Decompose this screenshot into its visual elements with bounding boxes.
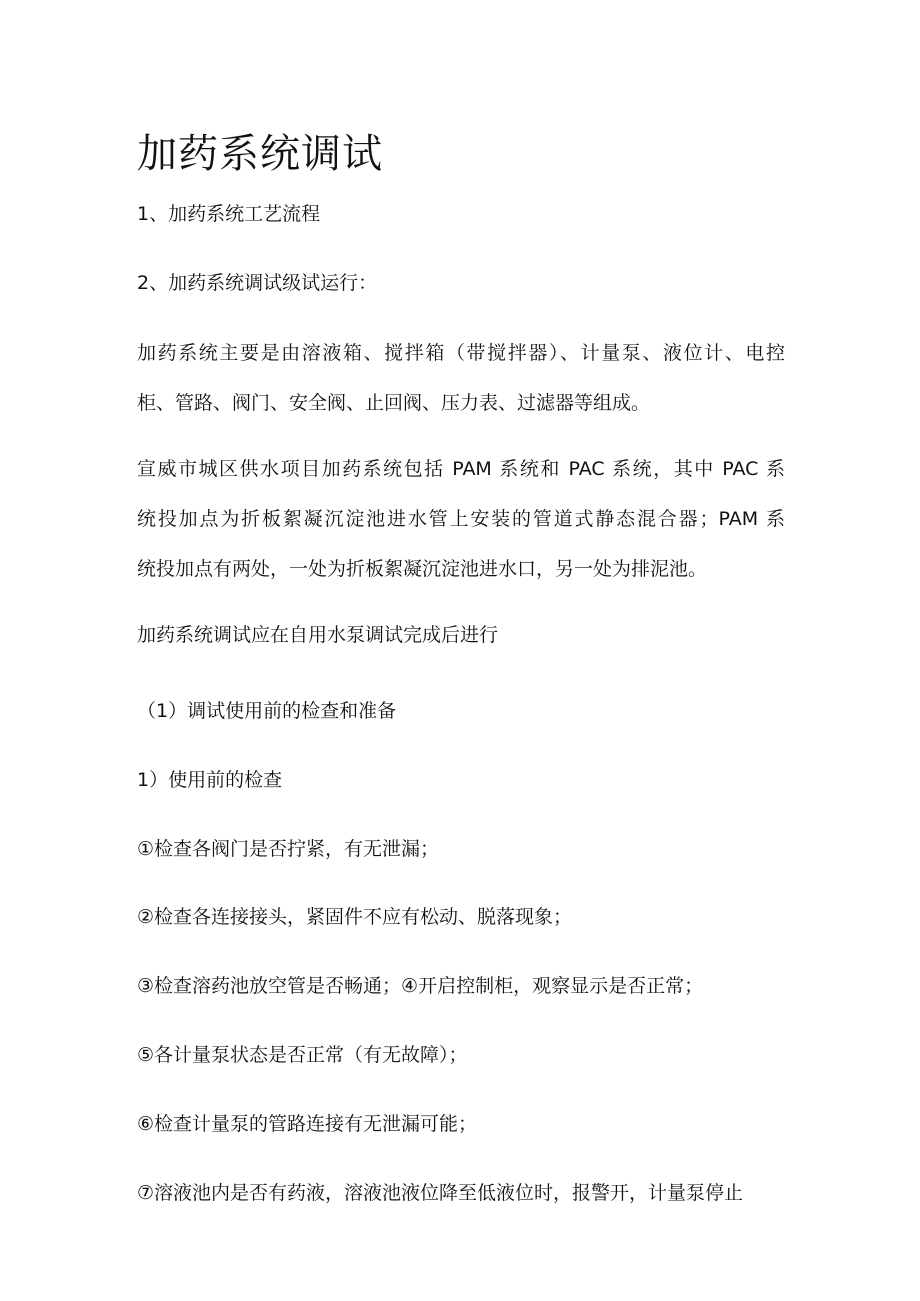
paragraph-precondition: 加药系统调试应在自用水泵调试完成后进行 — [137, 624, 499, 646]
check-item: ①检查各阀门是否拧紧，有无泄漏； — [137, 838, 440, 860]
check-item: ⑥检查计量泵的管路连接有无泄漏可能； — [137, 1113, 478, 1135]
check-item: ③检查溶药池放空管是否畅通；④开启控制柜，观察显示是否正常； — [137, 975, 704, 997]
paragraph-composition — [137, 338, 785, 418]
paragraph-line: 柜、管路、阀门、安全阀、止回阀、压力表、过滤器等组成。 — [137, 392, 651, 414]
heading-commissioning: 2、加药系统调试级试运行： — [137, 272, 378, 294]
heading-process-flow: 1、加药系统工艺流程 — [137, 203, 321, 225]
paragraph-line: 加药系统主要是由溶液箱、搅拌箱（带搅拌器）、计量泵、液位计、电控 — [137, 342, 785, 364]
paragraph-line: 统投加点有两处，一处为折板絮凝沉淀池进水口，另一处为排泥池。 — [137, 558, 708, 580]
paragraph-line: 统投加点为折板絮凝沉淀池进水管上安装的管道式静态混合器；PAM 系 — [137, 508, 785, 530]
check-item: ⑤各计量泵状态是否正常（有无故障）； — [137, 1044, 468, 1066]
section-heading-inspection: （1）调试使用前的检查和准备 — [137, 700, 397, 722]
check-item: ②检查各连接接头，紧固件不应有松动、脱落现象； — [137, 906, 573, 928]
check-item: ⑦溶液池内是否有药液，溶液池液位降至低液位时，报警开，计量泵停止 — [137, 1182, 744, 1204]
document-title: 加药系统调试 — [137, 131, 383, 177]
paragraph-project — [137, 454, 785, 584]
paragraph-line: 宣威市城区供水项目加药系统包括 PAM 系统和 PAC 系统，其中 PAC 系 — [137, 458, 785, 480]
subsection-heading-pre-use-check: 1）使用前的检查 — [137, 769, 283, 791]
